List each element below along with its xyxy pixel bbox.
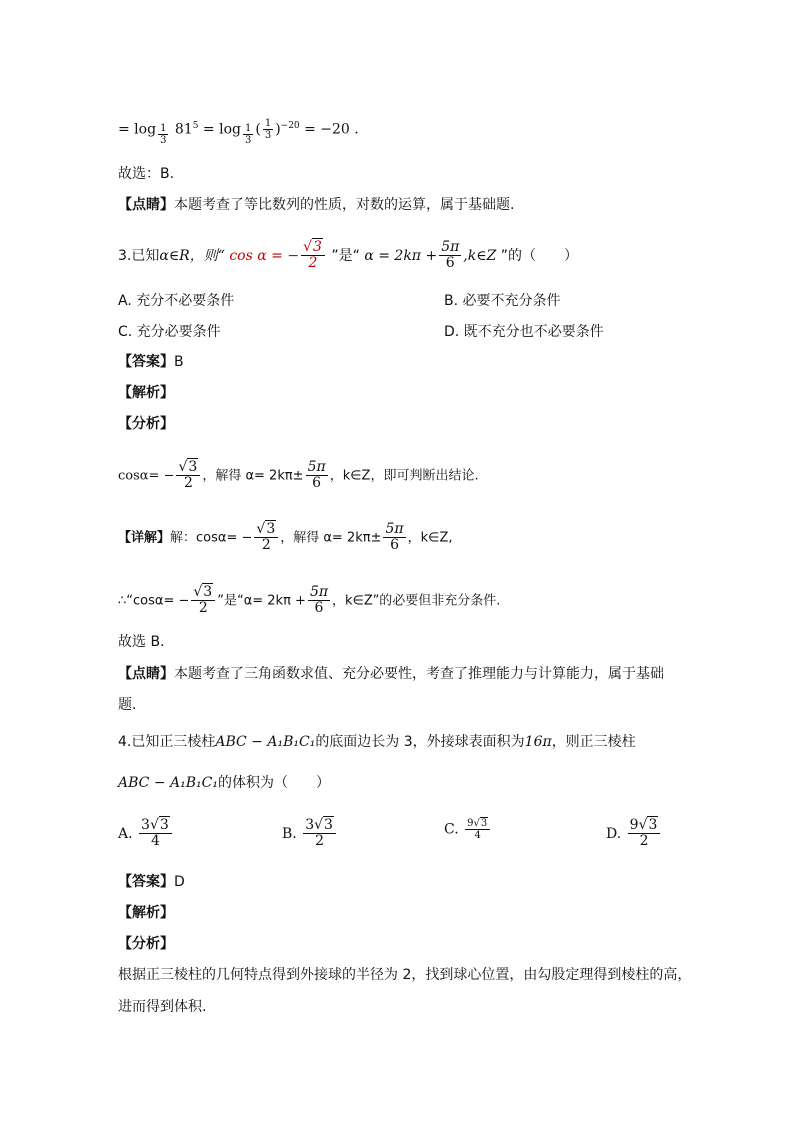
paragraph-text: ，k∈Z,	[407, 530, 453, 546]
log-base: 1 3	[160, 123, 167, 147]
q3-conclusion: ∴“cosα= − $\frac{√3}{2}$ ”是“α= 2kπ + $\frac{5\pi}{6}$ ，k∈Z”的必要但非充分条件.	[118, 584, 501, 617]
q3-answer	[118, 352, 184, 372]
log-equation: = log $_{\frac{1}{3}}$ $81^5 = \log$ $_{\frac{1}{3}}$ ( $\frac{1}{3}$ )$^{-20}$ = −20 .	[118, 118, 359, 147]
q4-analysis-tag: 【解析】	[118, 905, 174, 921]
q3-option-d: D. 既不充分也不必要条件	[444, 324, 604, 340]
tag-label: 【点睛】	[118, 666, 174, 682]
frac-den: 6	[445, 255, 455, 272]
choose-line: 故选：B.	[118, 166, 175, 182]
paragraph-text: ，k∈Z，即可判断出结论.	[329, 468, 479, 484]
eq-part: 81	[174, 121, 193, 138]
q4-option-c: C. $\frac{9√3}{4}$	[444, 818, 492, 841]
frac-den: 4	[150, 833, 160, 850]
sqrt-radicand: 3	[159, 817, 169, 833]
cos-text: cos α = −	[229, 247, 300, 264]
q4-option-a: A. $\frac{3√3}{4}$	[118, 818, 174, 850]
q3-option-c: C. 充分必要条件	[118, 324, 221, 340]
sqrt-radicand: 3	[312, 239, 322, 255]
exponent: −20	[280, 121, 300, 131]
q3-fenxi-tag: 【分析】	[118, 416, 174, 432]
paragraph-text: ，解得 α= 2kπ±	[202, 468, 304, 484]
paragraph-text: 本题考查了三角函数求值、充分必要性，考查了推理能力与计算能力，属于基础	[174, 666, 664, 682]
paragraph-text: ，解得 α= 2kπ±	[280, 530, 382, 546]
tag-label: 【点睛】	[118, 197, 174, 213]
q3-dianjing-cont: 题.	[118, 697, 137, 713]
option-label: B.	[282, 825, 297, 842]
paragraph-text: ，k∈Z”的必要但非充分条件.	[332, 593, 501, 609]
exponent: 5	[192, 121, 199, 131]
q-number: 4.已知正三棱柱	[118, 734, 216, 750]
alpha-expr: α = 2kπ +	[364, 247, 438, 264]
coef: 9	[629, 817, 639, 833]
prism-name: ABC − A₁B₁C₁	[118, 775, 218, 791]
prism-name: ABC − A₁B₁C₁	[215, 734, 316, 750]
tag-label: 【答案】	[118, 874, 174, 890]
q4-stem	[118, 732, 636, 752]
q4-option-b: B. $\frac{3√3}{2}$	[282, 818, 338, 850]
stem-text: ”的（ ）	[500, 247, 579, 264]
tag-label: 【详解】	[118, 530, 171, 546]
frac-den: 4	[474, 830, 481, 841]
sqrt-radicand: 3	[324, 817, 333, 833]
stem-text: ，则正三棱柱	[551, 734, 636, 750]
coef: 9	[467, 818, 474, 829]
frac-den: 3	[264, 130, 272, 142]
q3-analysis-tag: 【解析】	[118, 385, 174, 401]
coef: 3	[141, 817, 150, 833]
option-label: A.	[118, 825, 133, 842]
answer-value: D	[174, 874, 185, 890]
paragraph-text: ”是“α= 2kπ +	[217, 593, 306, 609]
stem-text: ”是“	[331, 247, 360, 264]
tag-label: 【答案】	[118, 354, 174, 370]
frac-num: 1	[264, 118, 272, 130]
q3-fenxi: cosα= − $\frac{√3}{2}$ ，解得 α= 2kπ± $\frac{5\pi}{6}$ ，k∈Z，即可判断出结论.	[118, 459, 479, 492]
frac-den: 2	[308, 255, 318, 272]
cos-condition: cos α = − $\frac{√3}{2}$	[229, 248, 327, 264]
sqrt-radicand: 3	[480, 818, 488, 829]
stem-text: 的体积为（ ）	[217, 775, 330, 791]
dianjing-line	[118, 195, 514, 215]
log-base: 1 3	[244, 123, 252, 147]
q-number: 3.已知	[118, 247, 160, 264]
q3-stem	[118, 240, 578, 272]
math-text: cosα= −	[118, 468, 175, 484]
eq-part: = log	[118, 121, 157, 138]
sqrt-radicand: 3	[648, 817, 658, 833]
frac-den: 2	[639, 833, 649, 850]
q4-fenxi: 根据正三棱柱的几何特点得到外接球的半径为 2，找到球心位置，由勾股定理得到棱柱的高，	[118, 967, 692, 983]
eq-part: = log	[202, 121, 241, 138]
q4-stem-cont	[118, 773, 330, 793]
q4-fenxi-cont: 进而得到体积.	[118, 999, 207, 1015]
q3-choose: 故选 B.	[118, 634, 165, 650]
q3-detail: 【详解】解：cosα= − $\frac{√3}{2}$ ，解得 α= 2kπ± $\frac{5\pi}{6}$ ，k∈Z,	[118, 521, 453, 554]
frac-den: 2	[315, 833, 325, 850]
q4-fenxi-tag: 【分析】	[118, 936, 174, 952]
q4-answer	[118, 872, 185, 892]
stem-text: α∈R，则“	[159, 247, 225, 264]
q3-dianjing	[118, 664, 664, 684]
frac-num: 5π	[441, 239, 460, 255]
option-label: D.	[606, 825, 622, 842]
area-value: 16π	[524, 734, 552, 750]
answer-value: B	[174, 354, 184, 370]
stem-text: ,k∈Z	[463, 247, 497, 264]
option-label: C.	[444, 821, 459, 838]
paragraph-text: 本题考查了等比数列的性质，对数的运算，属于基础题.	[174, 197, 515, 213]
q3-option-b: B. 必要不充分条件	[444, 293, 561, 309]
paragraph-text: ∴“cosα= −	[118, 593, 190, 609]
q4-option-d: D. $\frac{9√3}{2}$	[606, 818, 662, 850]
coef: 3	[305, 817, 315, 833]
paragraph-text: 解：cosα= −	[170, 530, 253, 546]
q3-option-a: A. 充分不必要条件	[118, 293, 235, 309]
eq-part: = −20 .	[304, 121, 359, 138]
stem-text: 的底面边长为 3，外接球表面积为	[315, 734, 525, 750]
